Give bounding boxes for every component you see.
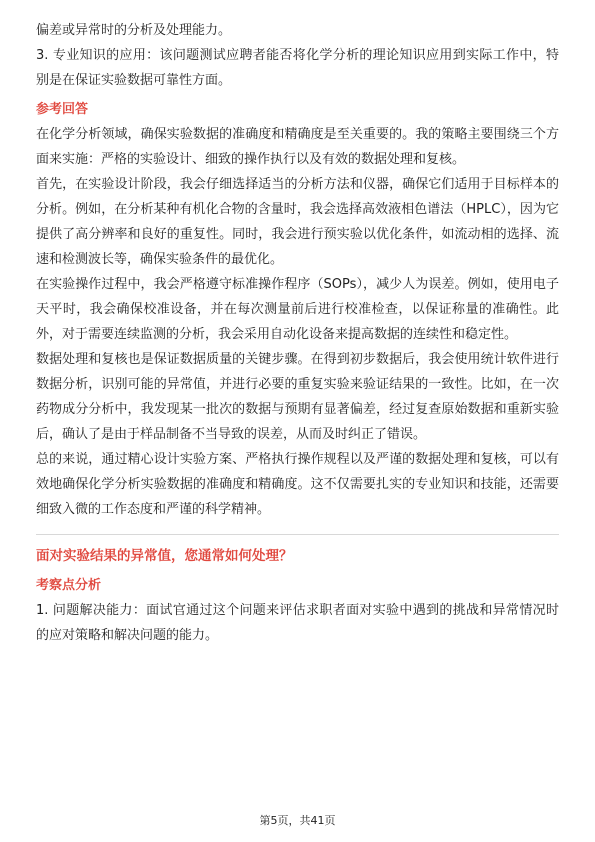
answer-paragraph: 在化学分析领域，确保实验数据的准确度和精确度是至关重要的。我的策略主要围绕三个方面来实施：严格的实验设计、细致的操作执行以及有效的数据处理和复核。 [36,127,559,167]
reference-answer-heading: 参考回答 [36,102,89,117]
continuation-line: 偏差或异常时的分析及处理能力。 [36,23,232,38]
list-item-1: 1. 问题解决能力：面试官通过这个问题来评估求职者面对实验中遇到的挑战和异常情况时的应对策略和解决问题的能力。 [36,603,559,643]
answer-paragraph: 在实验操作过程中，我会严格遵守标准操作程序（SOPs），减少人为误差。例如，使用电子天平时，我会确保校准设备，并在每次测量前后进行校准检查，以保证称量的准确性。此外，对于需要连续监测的分析，我会采用自动化设备来提高数据的连续性和稳定性。 [36,277,559,342]
analysis-heading: 考察点分析 [36,578,102,593]
list-item-3: 3. 专业知识的应用：该问题测试应聘者能否将化学分析的理论知识应用到实际工作中，特别是在保证实验数据可靠性方面。 [36,48,559,88]
page-content [36,18,559,648]
answer-paragraph: 数据处理和复核也是保证数据质量的关键步骤。在得到初步数据后，我会使用统计软件进行数据分析，识别可能的异常值，并进行必要的重复实验来验证结果的一致性。比如，在一次药物成分分析中，我发现某一批次的数据与预期有显著偏差，经过复查原始数据和重新实验后，确认了是由于样品制备不当导致的误差，从而及时纠正了错误。 [36,352,559,442]
answer-paragraph: 首先，在实验设计阶段，我会仔细选择适当的分析方法和仪器，确保它们适用于目标样本的分析。例如，在分析某种有机化合物的含量时，我会选择高效液相色谱法（HPLC），因为它提供了高分辨率和良好的重复性。同时，我会进行预实验以优化条件，如流动相的选择、流速和检测波长等，确保实验条件的最优化。 [36,177,559,267]
question-title: 面对实验结果的异常值，您通常如何处理？ [36,548,293,564]
section-divider [36,534,559,535]
page-number: 第5页，共41页 [259,814,336,827]
answer-paragraph: 总的来说，通过精心设计实验方案、严格执行操作规程以及严谨的数据处理和复核，可以有效地确保化学分析实验数据的准确度和精确度。这不仅需要扎实的专业知识和技能，还需要细致入微的工作态度和严谨的科学精神。 [36,452,559,517]
